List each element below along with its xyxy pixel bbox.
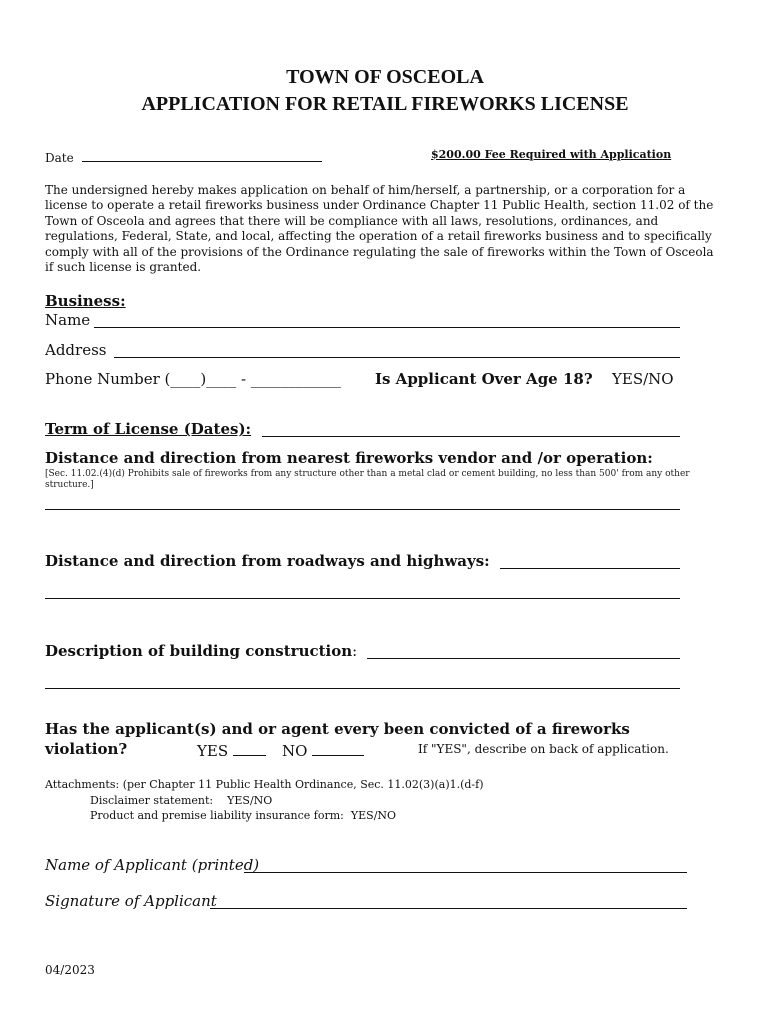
- applicant-name-label: Name of Applicant (printed): [45, 856, 260, 874]
- conviction-yes-row: [197, 740, 266, 760]
- date-label: Date: [45, 151, 74, 165]
- age-question: Is Applicant Over Age 18?: [375, 370, 593, 388]
- fee-notice: $200.00 Fee Required with Application: [431, 148, 672, 161]
- form-title-line1: TOWN OF OSCEOLA: [286, 66, 484, 88]
- applicant-signature-field[interactable]: [210, 908, 687, 909]
- roadway-distance-label: Distance and direction from roadways and highways:: [45, 552, 490, 570]
- construction-field-2[interactable]: [45, 688, 680, 689]
- revision-date: 04/2023: [45, 963, 95, 977]
- attachments-heading: Attachments: (per Chapter 11 Public Health Ordinance, Sec. 11.02(3)(a)1.(d-f): [45, 778, 484, 791]
- conviction-no-row: [282, 740, 364, 760]
- roadway-distance-field-2[interactable]: [45, 598, 680, 599]
- date-field[interactable]: [82, 146, 322, 162]
- business-name-field[interactable]: [94, 327, 680, 328]
- conviction-no-label: NO: [282, 742, 308, 760]
- construction-label: Description of building construction: [45, 642, 353, 660]
- term-of-license-label: Term of License (Dates):: [45, 420, 252, 438]
- conviction-yes-field[interactable]: [233, 740, 266, 756]
- business-heading: Business:: [45, 292, 126, 310]
- form-title-line2: APPLICATION FOR RETAIL FIREWORKS LICENSE: [141, 93, 629, 115]
- attachment-insurance: Product and premise liability insurance form: YES/NO: [90, 809, 397, 822]
- conviction-question-line1: Has the applicant(s) and or agent every been convicted of a fireworks: [45, 720, 630, 738]
- age-options: YES/NO: [612, 370, 674, 388]
- construction-colon: :: [352, 642, 358, 660]
- conviction-no-field[interactable]: [312, 740, 364, 756]
- applicant-name-field[interactable]: [244, 872, 687, 873]
- roadway-distance-field-1[interactable]: [500, 568, 680, 569]
- business-address-field[interactable]: [114, 357, 680, 358]
- vendor-distance-note: [Sec. 11.02.(4)(d) Prohibits sale of fireworks from any structure other than a metal clad or cement building, no less than 500' from any other structure.]: [45, 469, 690, 490]
- conviction-question-line2: violation?: [45, 740, 128, 758]
- vendor-distance-heading: Distance and direction from nearest fireworks vendor and /or operation:: [45, 449, 653, 467]
- phone-number-field[interactable]: Phone Number (____)____ - ____________: [45, 370, 341, 388]
- applicant-signature-label: Signature of Applicant: [45, 892, 217, 910]
- intro-paragraph: The undersigned hereby makes application on behalf of him/herself, a partnership, or a corporation for a license to operate a retail fireworks business under Ordinance Chapter 11 Public Health, section 11.02 of the Town of Osceola and agrees that there will be compliance with all laws, resolutions, ordinances, and regulations, Federal, State, and local, affecting the operation of a retail fireworks business and to specifically comply with all of the provisions of the Ordinance regulating the sale of fireworks within the Town of Osceola if such license is granted.: [45, 183, 714, 275]
- business-address-label: Address: [45, 341, 107, 359]
- term-of-license-field[interactable]: [262, 436, 680, 437]
- date-row: [45, 146, 322, 165]
- construction-field-1[interactable]: [367, 658, 680, 659]
- conviction-if-yes-note: If "YES", describe on back of application.: [418, 742, 669, 756]
- attachment-disclaimer: Disclaimer statement: YES/NO: [90, 794, 273, 807]
- vendor-distance-field[interactable]: [45, 509, 680, 510]
- conviction-yes-label: YES: [197, 742, 229, 760]
- business-name-label: Name: [45, 311, 91, 329]
- construction-row: [45, 642, 357, 660]
